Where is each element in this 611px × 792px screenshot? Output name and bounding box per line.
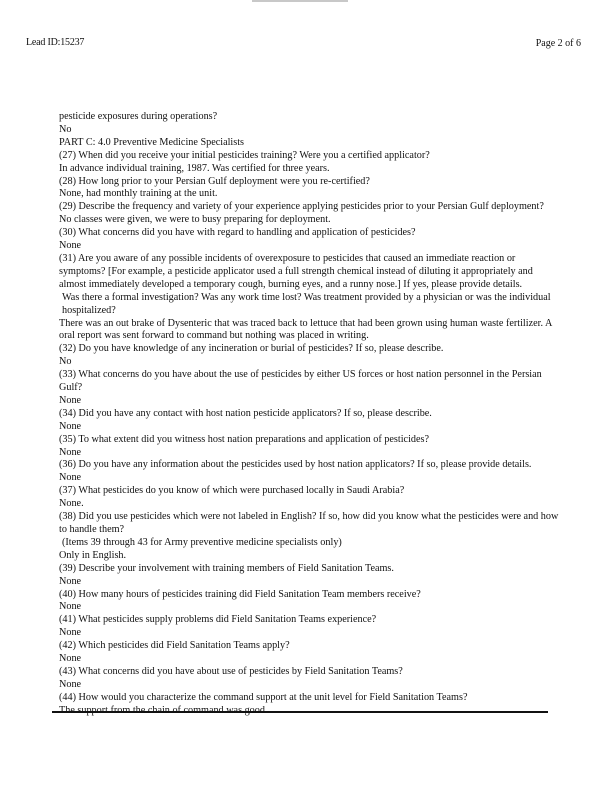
question-41: (41) What pesticides supply problems did Field Sanitation Teams experience? — [59, 614, 377, 626]
question-continuation: pesticide exposures during operations? — [59, 111, 218, 122]
question-39: (39) Describe your involvement with training members of Field Sanitation Teams. — [59, 562, 394, 574]
answer-30: None — [59, 240, 82, 252]
answer-35: None — [59, 446, 82, 458]
answer-38: Only in English. — [59, 549, 127, 561]
section-heading: PART C: 4.0 Preventive Medicine Specialists — [59, 136, 245, 148]
question-29: (29) Describe the frequency and variety of your experience applying pesticides prior to your Persian Gulf deployment? — [59, 201, 544, 213]
question-44: (44) How would you characterize the command support at the unit level for Field Sanitation Teams? — [59, 691, 468, 703]
footer-divider — [52, 711, 548, 713]
question-35: (35) To what extent did you witness host nation preparations and application of pesticides? — [59, 433, 430, 445]
question-38: (38) Did you use pesticides which were not labeled in English? If so, how did you know what the pesticides were and how to handle them? — [59, 511, 559, 535]
question-31-followup: Was there a formal investigation? Was any work time lost? Was treatment provided by a physician or was the individual hospitalized? — [62, 291, 551, 316]
question-30: (30) What concerns did you have with regard to handling and application of pesticides? — [59, 227, 416, 239]
lead-id: Lead ID:15237 — [26, 37, 85, 48]
answer-34: None — [59, 420, 82, 432]
answer-33: None — [59, 394, 82, 406]
question-34: (34) Did you have any contact with host nation pesticide applicators? If so, please describe. — [59, 407, 432, 419]
answer-36: None — [59, 472, 82, 484]
question-42: (42) Which pesticides did Field Sanitation Teams apply? — [59, 640, 290, 652]
question-33: (33) What concerns do you have about the use of pesticides by either US forces or host nation personnel in the Persian Gulf? — [59, 369, 542, 394]
page-number: Page 2 of 6 — [535, 38, 581, 49]
answer-37: None. — [59, 498, 84, 510]
answer-31: There was an out brake of Dysenteric that was traced back to lettuce that had been grown using human waste fertilizer. A oral report was sent forward to command but nothing was placed in writing. — [59, 317, 552, 342]
question-43: (43) What concerns did you have about use of pesticides by Field Sanitation Teams? — [59, 665, 403, 677]
question-31: (31) Are you aware of any possible incidents of overexposure to pesticides that caused an immediate reaction or symptoms? [For example, a pesticide applicator used a full strength chemical instead of diluting it appropriately and almost immediately developed a temporary cough, burning eyes, and a runny nose.] If yes, please provide details. — [59, 252, 533, 290]
answer-29: No classes were given, we were to busy preparing for deployment. — [59, 214, 331, 226]
answer-41: None — [59, 627, 82, 639]
answer-43: None — [59, 678, 82, 690]
document-body — [59, 111, 559, 718]
question-32: (32) Do you have knowledge of any incineration or burial of pesticides? If so, please describe. — [59, 343, 444, 355]
question-28: (28) How long prior to your Persian Gulf deployment were you re-certified? — [59, 175, 370, 187]
answer-32: No — [59, 356, 72, 368]
answer-42: None — [59, 653, 82, 665]
question-40: (40) How many hours of pesticides training did Field Sanitation Team members receive? — [59, 588, 421, 600]
question-27: (27) When did you receive your initial pesticides training? Were you a certified applicator? — [59, 149, 430, 161]
scan-artifact — [252, 0, 348, 2]
answer: No — [59, 123, 72, 135]
answer-28: None, had monthly training at the unit. — [59, 188, 218, 200]
answer-40: None — [59, 601, 82, 613]
answer-27: In advance individual training, 1987. Was certified for three years. — [59, 162, 330, 174]
question-36: (36) Do you have any information about the pesticides used by host nation applicators? If so, please provide details. — [59, 459, 532, 471]
items-note: (Items 39 through 43 for Army preventive medicine specialists only) — [62, 536, 342, 548]
answer-39: None — [59, 575, 82, 587]
question-37: (37) What pesticides do you know of which were purchased locally in Saudi Arabia? — [59, 485, 405, 497]
